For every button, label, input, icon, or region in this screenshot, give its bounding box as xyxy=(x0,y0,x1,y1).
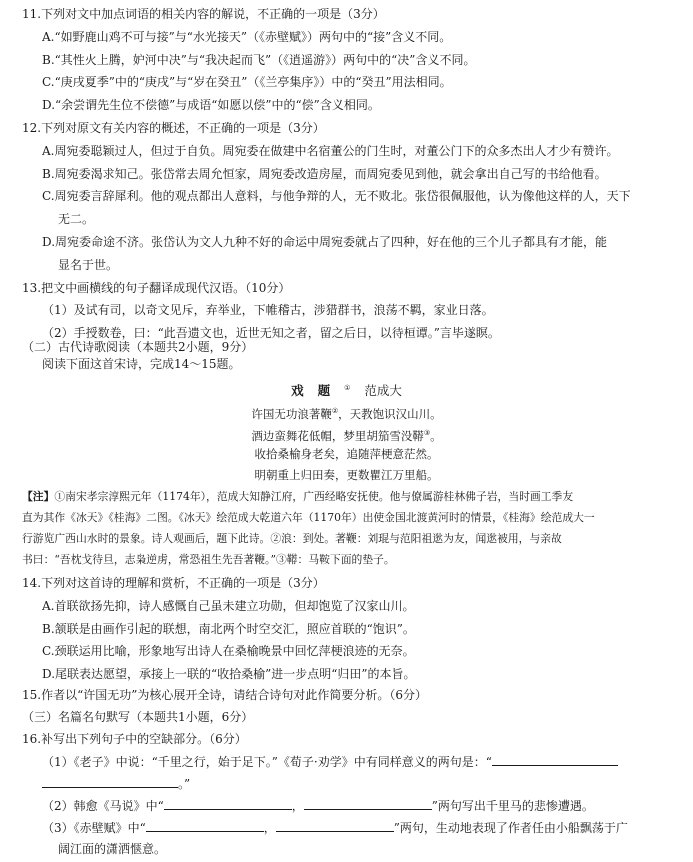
q16-item-2-end: ”两句写出千里马的悲惨遭遇。 xyxy=(431,799,594,813)
q14-option-c: C.颈联运用比喻，形象地写出诗人在桑榆晚景中回忆萍梗浪迹的无奈。 xyxy=(42,644,415,658)
q16-stem: 16.补写出下列句子中的空缺部分。（6分） xyxy=(22,732,247,746)
answer-blank[interactable] xyxy=(492,753,618,766)
poem-note-mark-2: ② xyxy=(331,407,339,415)
poem-title-note-mark: ① xyxy=(344,384,351,392)
q11-option-c: C.“庚戌夏季”中的“庚戌”与“岁在癸丑”（《兰亭集序》）中的“癸丑”用法相同。 xyxy=(42,75,452,89)
poem-line-4: 明朝重上归田奏，更数瞿江万里船。 xyxy=(254,468,439,482)
q14-stem: 14.下列对这首诗的理解和赏析，不正确的一项是（3分） xyxy=(22,576,325,590)
q16-item-1 xyxy=(42,753,673,769)
poem-line-2a: 酒边蛮舞花低帽，梦里胡笳雪没鞯 xyxy=(251,428,424,443)
poem-title xyxy=(0,380,693,399)
q13-sentence-1: （1）及试有司，以奇文见斥，弃举业，下帷稽古，涉猎群书，浪荡不羁，家业日落。 xyxy=(42,303,494,317)
q11-option-a: A.“如野鹿山鸡不可与接”与“水光接天”（《赤壁赋》）两句中的“接”含义不同。 xyxy=(42,30,452,44)
q16-item-1-cont xyxy=(42,775,673,791)
q16-item-3-end: ”两句，生动地表现了作者任由小船飘荡于广 xyxy=(393,821,628,835)
q12-option-d: D.周宛委命途不济。张岱认为文人九种不好的命运中周宛委就占了四种，好在他的三个儿子都具有才能，能 xyxy=(42,235,608,249)
q16-item-3-text: （3）《赤壁赋》中“ xyxy=(42,821,146,835)
poem-line-2b: 。 xyxy=(430,428,442,443)
q12-stem: 12.下列对原文有关内容的概述，不正确的一项是（3分） xyxy=(22,121,325,135)
q16-item-2-comma: ， xyxy=(291,799,304,813)
note-line-2: 直为其作《冰天》《桂海》二图。《冰天》绘范成大乾道六年（1170年）出使金国北渡黄河时的情景，《桂海》绘范成大一 xyxy=(22,511,595,524)
q13-sentence-2: （2）手授数卷，曰：“此吾遗文也，近世无知之者，留之后日，以待桓谭。”言毕遂瞑。 xyxy=(42,326,500,340)
poem-line-1a: 许国无功浪著鞭 xyxy=(251,406,332,421)
q11-stem: 11.下列对文中加点词语的相关内容的解说，不正确的一项是（3分） xyxy=(22,7,385,21)
section-3-heading: （三）名篇名句默写（本题共1小题，6分） xyxy=(22,710,254,724)
section-2-instruction: 阅读下面这首宋诗，完成14～15题。 xyxy=(42,357,241,371)
q16-item-1-end: 。” xyxy=(178,777,191,791)
note-label: 【注】 xyxy=(22,490,55,503)
answer-blank[interactable] xyxy=(42,775,178,788)
poem-author: 范成大 xyxy=(364,383,402,399)
note-line-4: 书曰：“吾枕戈待旦，志枭逆虏，常恐祖生先吾著鞭。”③鞯：马鞍下面的垫子。 xyxy=(22,553,395,566)
note-line-3: 行游览广西山水时的景象。诗人观画后，题下此诗。②浪：到处。著鞭：刘琨与范阳祖逖为友，闻逖被用，与亲故 xyxy=(22,532,562,545)
note-line-1 xyxy=(22,489,673,505)
q14-option-a: A.首联欲扬先抑，诗人感慨自己虽未建立功勋，但却饱览了汉家山川。 xyxy=(42,599,415,613)
q16-item-3-cont: 阔江面的潇洒惬意。 xyxy=(58,842,167,856)
answer-blank[interactable] xyxy=(304,797,432,810)
answer-blank[interactable] xyxy=(164,797,292,810)
q12-option-c: C.周宛委言辞犀利。他的观点都出人意料，与他争辩的人，无不败北。张岱很佩服他，认为像他这样的人，天下 xyxy=(42,189,631,203)
q16-item-3 xyxy=(42,819,673,835)
q11-option-b: B.“其性火上腾，妒河中决”与“我决起而飞”（《逍遥游》）两句中的“决”含义不同。 xyxy=(42,53,476,67)
q12-option-c-cont: 无二。 xyxy=(58,212,95,226)
answer-blank[interactable] xyxy=(146,819,264,832)
poem-title-text: 戏题 xyxy=(291,383,345,399)
q14-option-d: D.尾联表达愿望，承接上一联的“收拾桑榆”进一步点明“归田”的本旨。 xyxy=(42,667,416,681)
poem-line-3: 收拾桑榆身老矣，追随萍梗意茫然。 xyxy=(254,447,439,461)
q16-item-3-comma: ， xyxy=(263,821,276,835)
section-2-heading: （二）古代诗歌阅读（本题共2小题，9分） xyxy=(22,340,254,354)
poem-line-2 xyxy=(0,425,693,444)
q13-stem: 13.把文中画横线的句子翻译成现代汉语。（10分） xyxy=(22,281,291,295)
answer-blank[interactable] xyxy=(276,819,394,832)
poem-note-mark-3: ③ xyxy=(423,429,431,437)
note-text-1: ①南宋孝宗淳熙元年（1174年），范成大知静江府，广西经略安抚使。他与僚属游桂林佛子岩，当时画工季友 xyxy=(54,490,574,503)
q15-stem: 15.作者以“许国无功”为核心展开全诗，请结合诗句对此作简要分析。（6分） xyxy=(22,688,427,702)
q11-option-d: D.“余尝谓先生位不偿德”与成语“如愿以偿”中的“偿”含义相同。 xyxy=(42,98,380,112)
q16-item-2 xyxy=(42,797,673,813)
q16-item-1-text: （1）《老子》中说：“千里之行，始于足下。”《荀子·劝学》中有同样意义的两句是：“ xyxy=(42,755,492,769)
q12-option-b: B.周宛委渴求知己。张岱常去周允恒家，周宛委改造房屋，而周宛委见到他，就会拿出自己写的书给他看。 xyxy=(42,167,607,181)
poem-line-1 xyxy=(0,403,693,422)
q14-option-b: B.颔联是由画作引起的联想，南北两个时空交汇，照应首联的“饱识”。 xyxy=(42,622,415,636)
poem-line-1b: ，天教饱识汉山川。 xyxy=(338,406,442,421)
q16-item-2-text: （2）韩愈《马说》中“ xyxy=(42,799,164,813)
q12-option-d-cont: 显名于世。 xyxy=(58,258,119,272)
q12-option-a: A.周宛委聪颖过人，但过于自负。周宛委在做建中名宿董公的门生时，对董公门下的众多杰出人才少有赞许。 xyxy=(42,144,619,158)
